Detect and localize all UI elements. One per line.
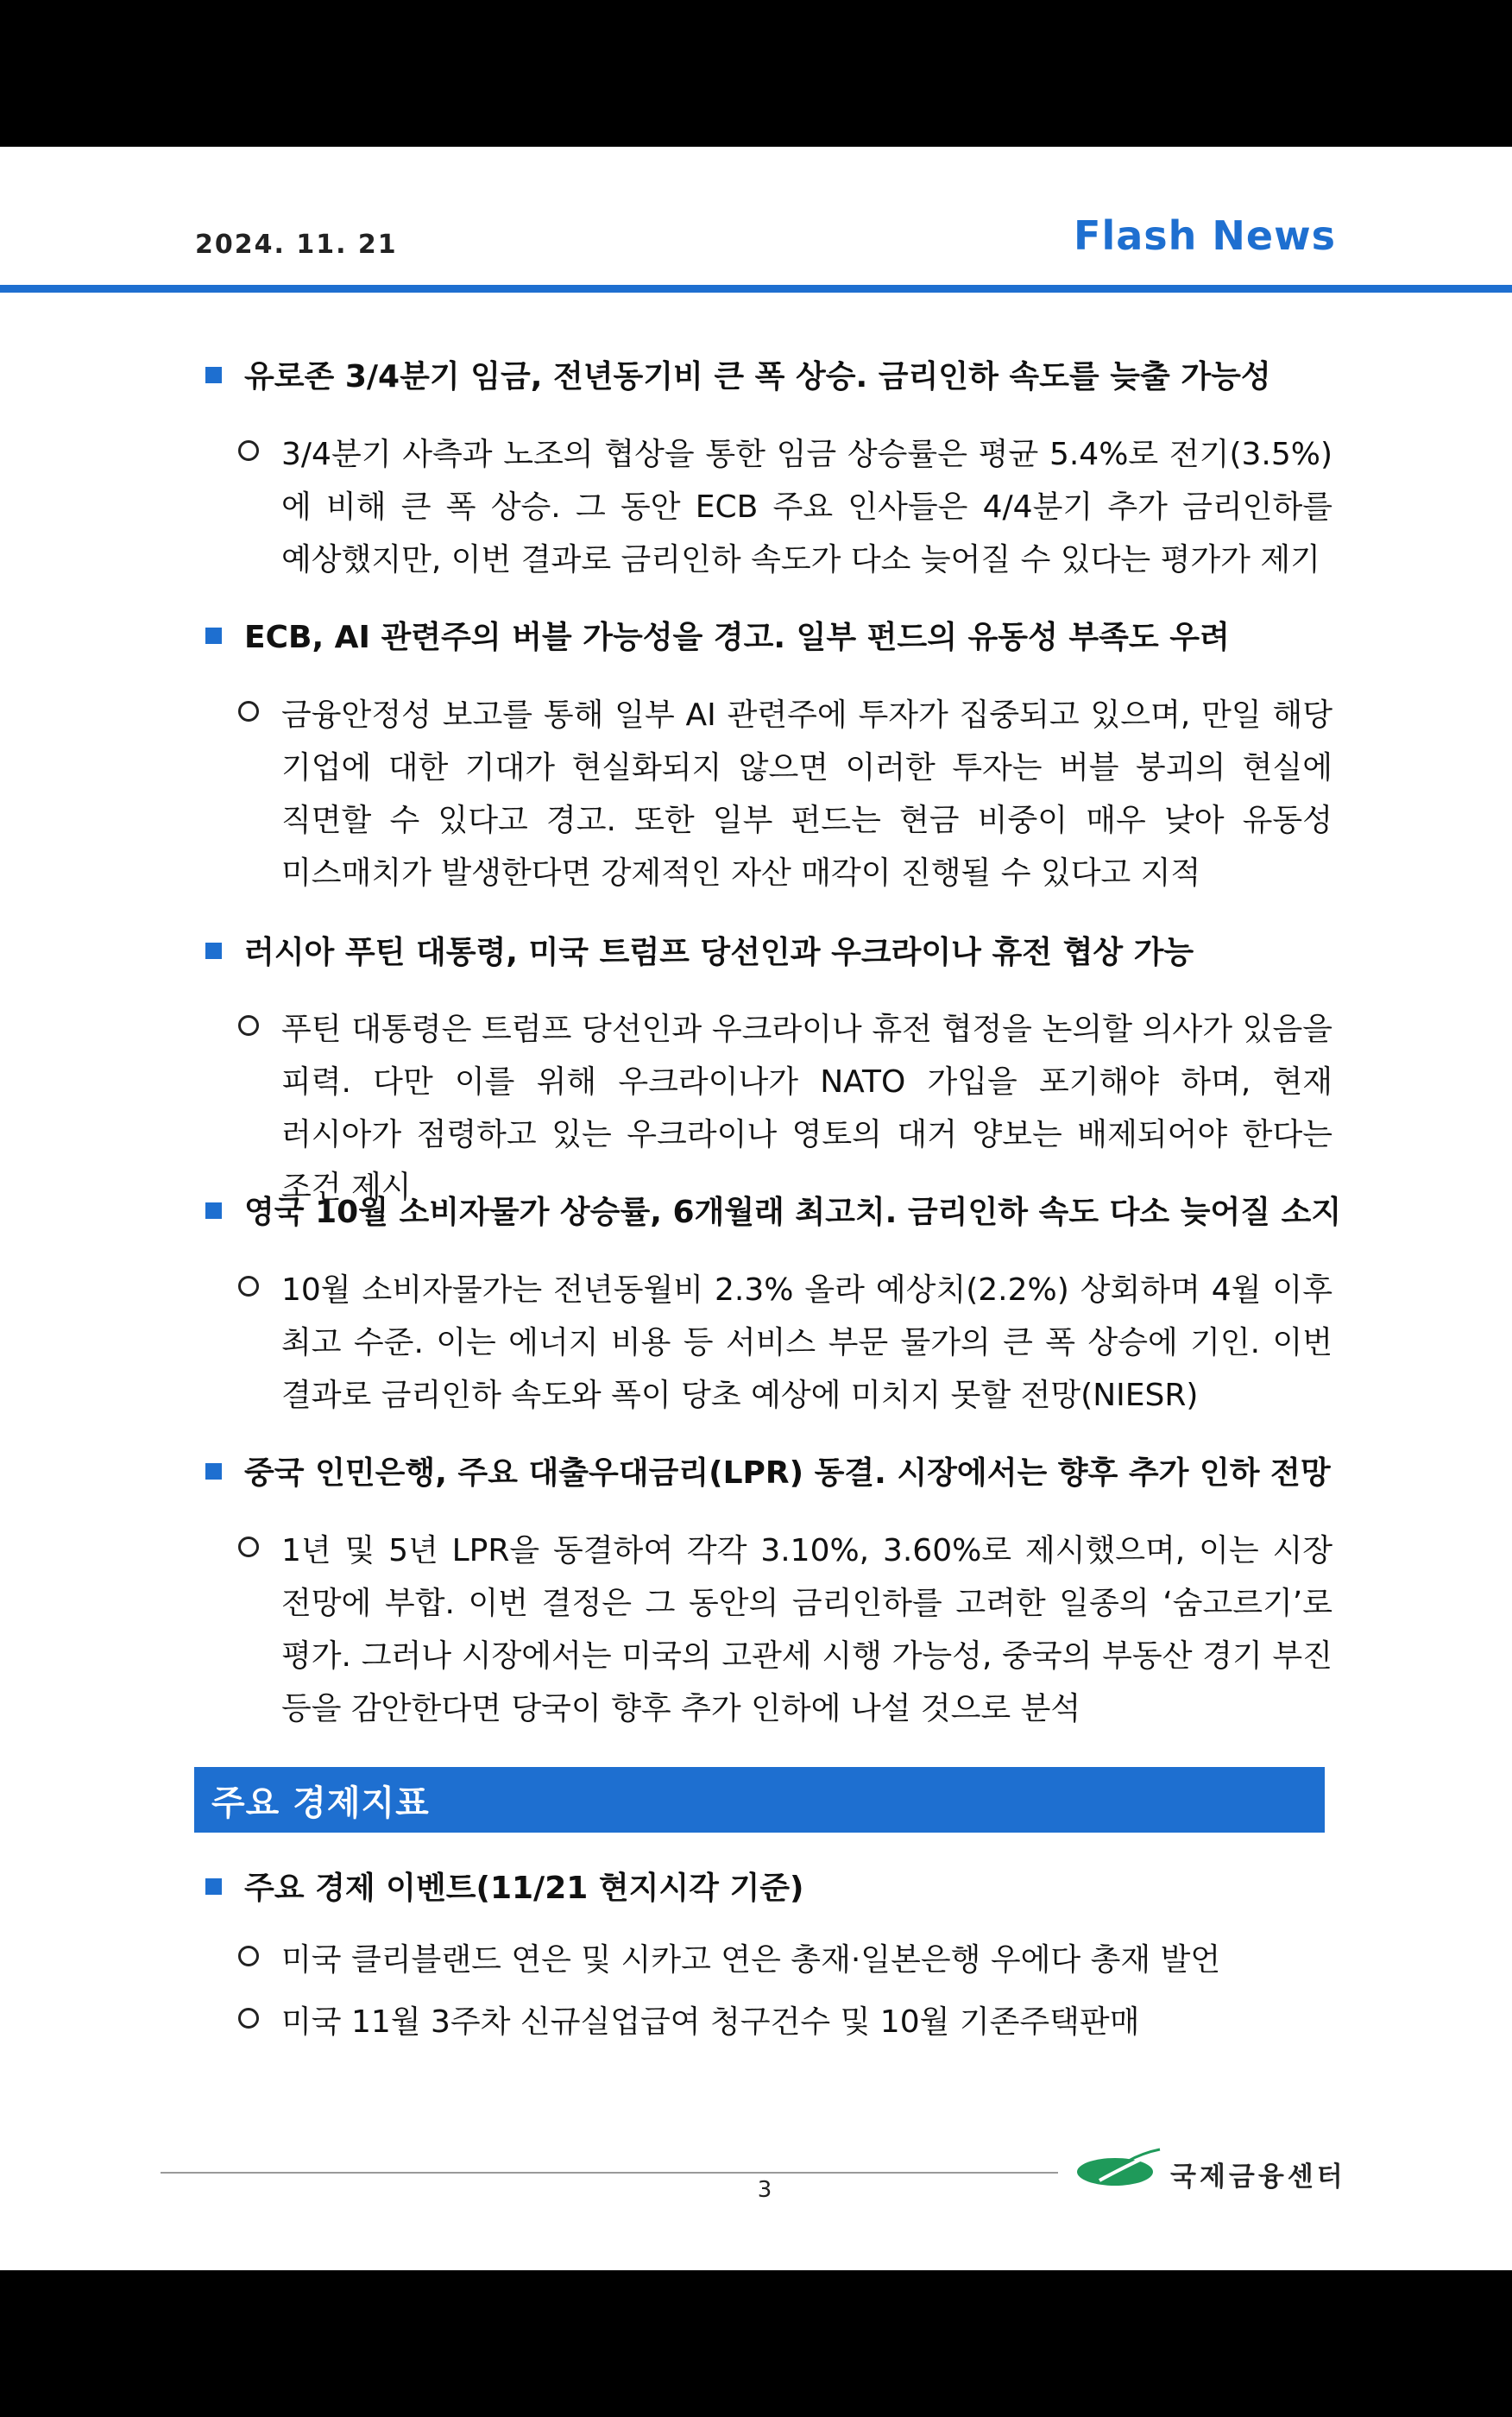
section-header — [194, 1767, 1325, 1833]
news-heading — [205, 1453, 1362, 1494]
news-heading — [205, 357, 1362, 398]
circle-bullet-icon — [238, 1276, 259, 1297]
event-item-text: 미국 11월 3주차 신규실업급여 청구건수 및 10월 기존주택판매 — [281, 2004, 1140, 2040]
news-heading-text: 영국 10월 소비자물가 상승률, 6개월래 최고치. 금리인하 속도 다소 늦어질 소지 — [244, 1195, 1342, 1230]
news-body-text: 푸틴 대통령은 트럼프 당선인과 우크라이나 휴전 협정을 논의할 의사가 있음을 피력. 다만 이를 위해 우크라이나가 NATO 가입을 포기해야 하며, 현재 러시아가 점령하고 있는 우크라이나 영토의 대거 양보는 배제되어야 한다는 조건 제시 — [281, 1012, 1332, 1205]
circle-bullet-icon — [238, 2008, 259, 2029]
kcif-logo — [1074, 2142, 1350, 2194]
square-bullet-icon — [205, 943, 222, 959]
report-date: 2024. 11. 21 — [195, 230, 398, 260]
circle-bullet-icon — [238, 440, 259, 461]
circle-bullet-icon — [238, 701, 259, 722]
square-bullet-icon — [205, 1202, 222, 1219]
news-body-text: 1년 및 5년 LPR을 동결하여 각각 3.10%, 3.60%로 제시했으며, 이는 시장 전망에 부합. 이번 결정은 그 동안의 금리인하를 고려한 일종의 ‘숨고르기’로 평가. 그러나 시장에서는 미국의 고관세 시행 가능성, 중국의 부동산 경기 부진 등을 감안한다면 당국이 향후 추가 인하에 나설 것으로 분석 — [281, 1533, 1332, 1726]
square-bullet-icon — [205, 628, 222, 644]
circle-bullet-icon — [238, 1015, 259, 1036]
news-heading-text: 중국 인민은행, 주요 대출우대금리(LPR) 동결. 시장에서는 향후 추가 인하 전망 — [244, 1455, 1331, 1491]
page-number: 3 — [757, 2177, 772, 2203]
news-heading-text: 러시아 푸틴 대통령, 미국 트럼프 당선인과 우크라이나 휴전 협상 가능 — [244, 935, 1194, 970]
square-bullet-icon — [205, 1463, 222, 1480]
square-bullet-icon — [205, 1878, 222, 1895]
report-title: Flash News — [1074, 212, 1336, 259]
news-heading-text: 유로존 3/4분기 임금, 전년동기비 큰 폭 상승. 금리인하 속도를 늦출 가능성 — [244, 359, 1271, 394]
section-title: 주요 경제지표 — [211, 1783, 430, 1823]
event-item-text: 미국 클리블랜드 연은 및 시카고 연은 총재·일본은행 우에다 총재 발언 — [281, 1942, 1221, 1978]
circle-bullet-icon — [238, 1946, 259, 1966]
news-heading — [205, 932, 1362, 974]
news-body-text: 금융안정성 보고를 통해 일부 AI 관련주에 투자가 집중되고 있으며, 만일 해당 기업에 대한 기대가 현실화되지 않으면 이러한 투자는 버블 붕괴의 현실에 직면할 수 있다고 경고. 또한 일부 펀드는 현금 비중이 매우 낮아 유동성 미스매치가 발생한다면 강제적인 자산 매각이 진행될 수 있다고 지적 — [281, 697, 1332, 891]
events-heading-text: 주요 경제 이벤트(11/21 현지시각 기준) — [244, 1871, 804, 1906]
footer-rule — [161, 2172, 1058, 2174]
events-heading — [205, 1868, 1362, 1909]
logo-text: 국제금융센터 — [1170, 2161, 1346, 2193]
news-heading-text: ECB, AI 관련주의 버블 가능성을 경고. 일부 펀드의 유동성 부족도 우려 — [244, 620, 1230, 655]
header-rule — [0, 285, 1512, 293]
document-page — [0, 147, 1512, 2270]
circle-bullet-icon — [238, 1537, 259, 1557]
news-body-text: 10월 소비자물가는 전년동월비 2.3% 올라 예상치(2.2%) 상회하며 4월 이후 최고 수준. 이는 에너지 비용 등 서비스 부문 물가의 큰 폭 상승에 기인. 이번 결과로 금리인하 속도와 폭이 당초 예상에 미치지 못할 전망(NIESR) — [281, 1272, 1332, 1413]
news-body-text: 3/4분기 사측과 노조의 협상을 통한 임금 상승률은 평균 5.4%로 전기(3.5%)에 비해 큰 폭 상승. 그 동안 ECB 주요 인사들은 4/4분기 추가 금리인하를 예상했지만, 이번 결과로 금리인하 속도가 다소 늦어질 수 있다는 평가가 제기 — [281, 437, 1332, 577]
news-heading — [205, 1192, 1362, 1234]
logo-mark-icon — [1074, 2142, 1169, 2194]
square-bullet-icon — [205, 367, 222, 383]
news-heading — [205, 617, 1362, 659]
